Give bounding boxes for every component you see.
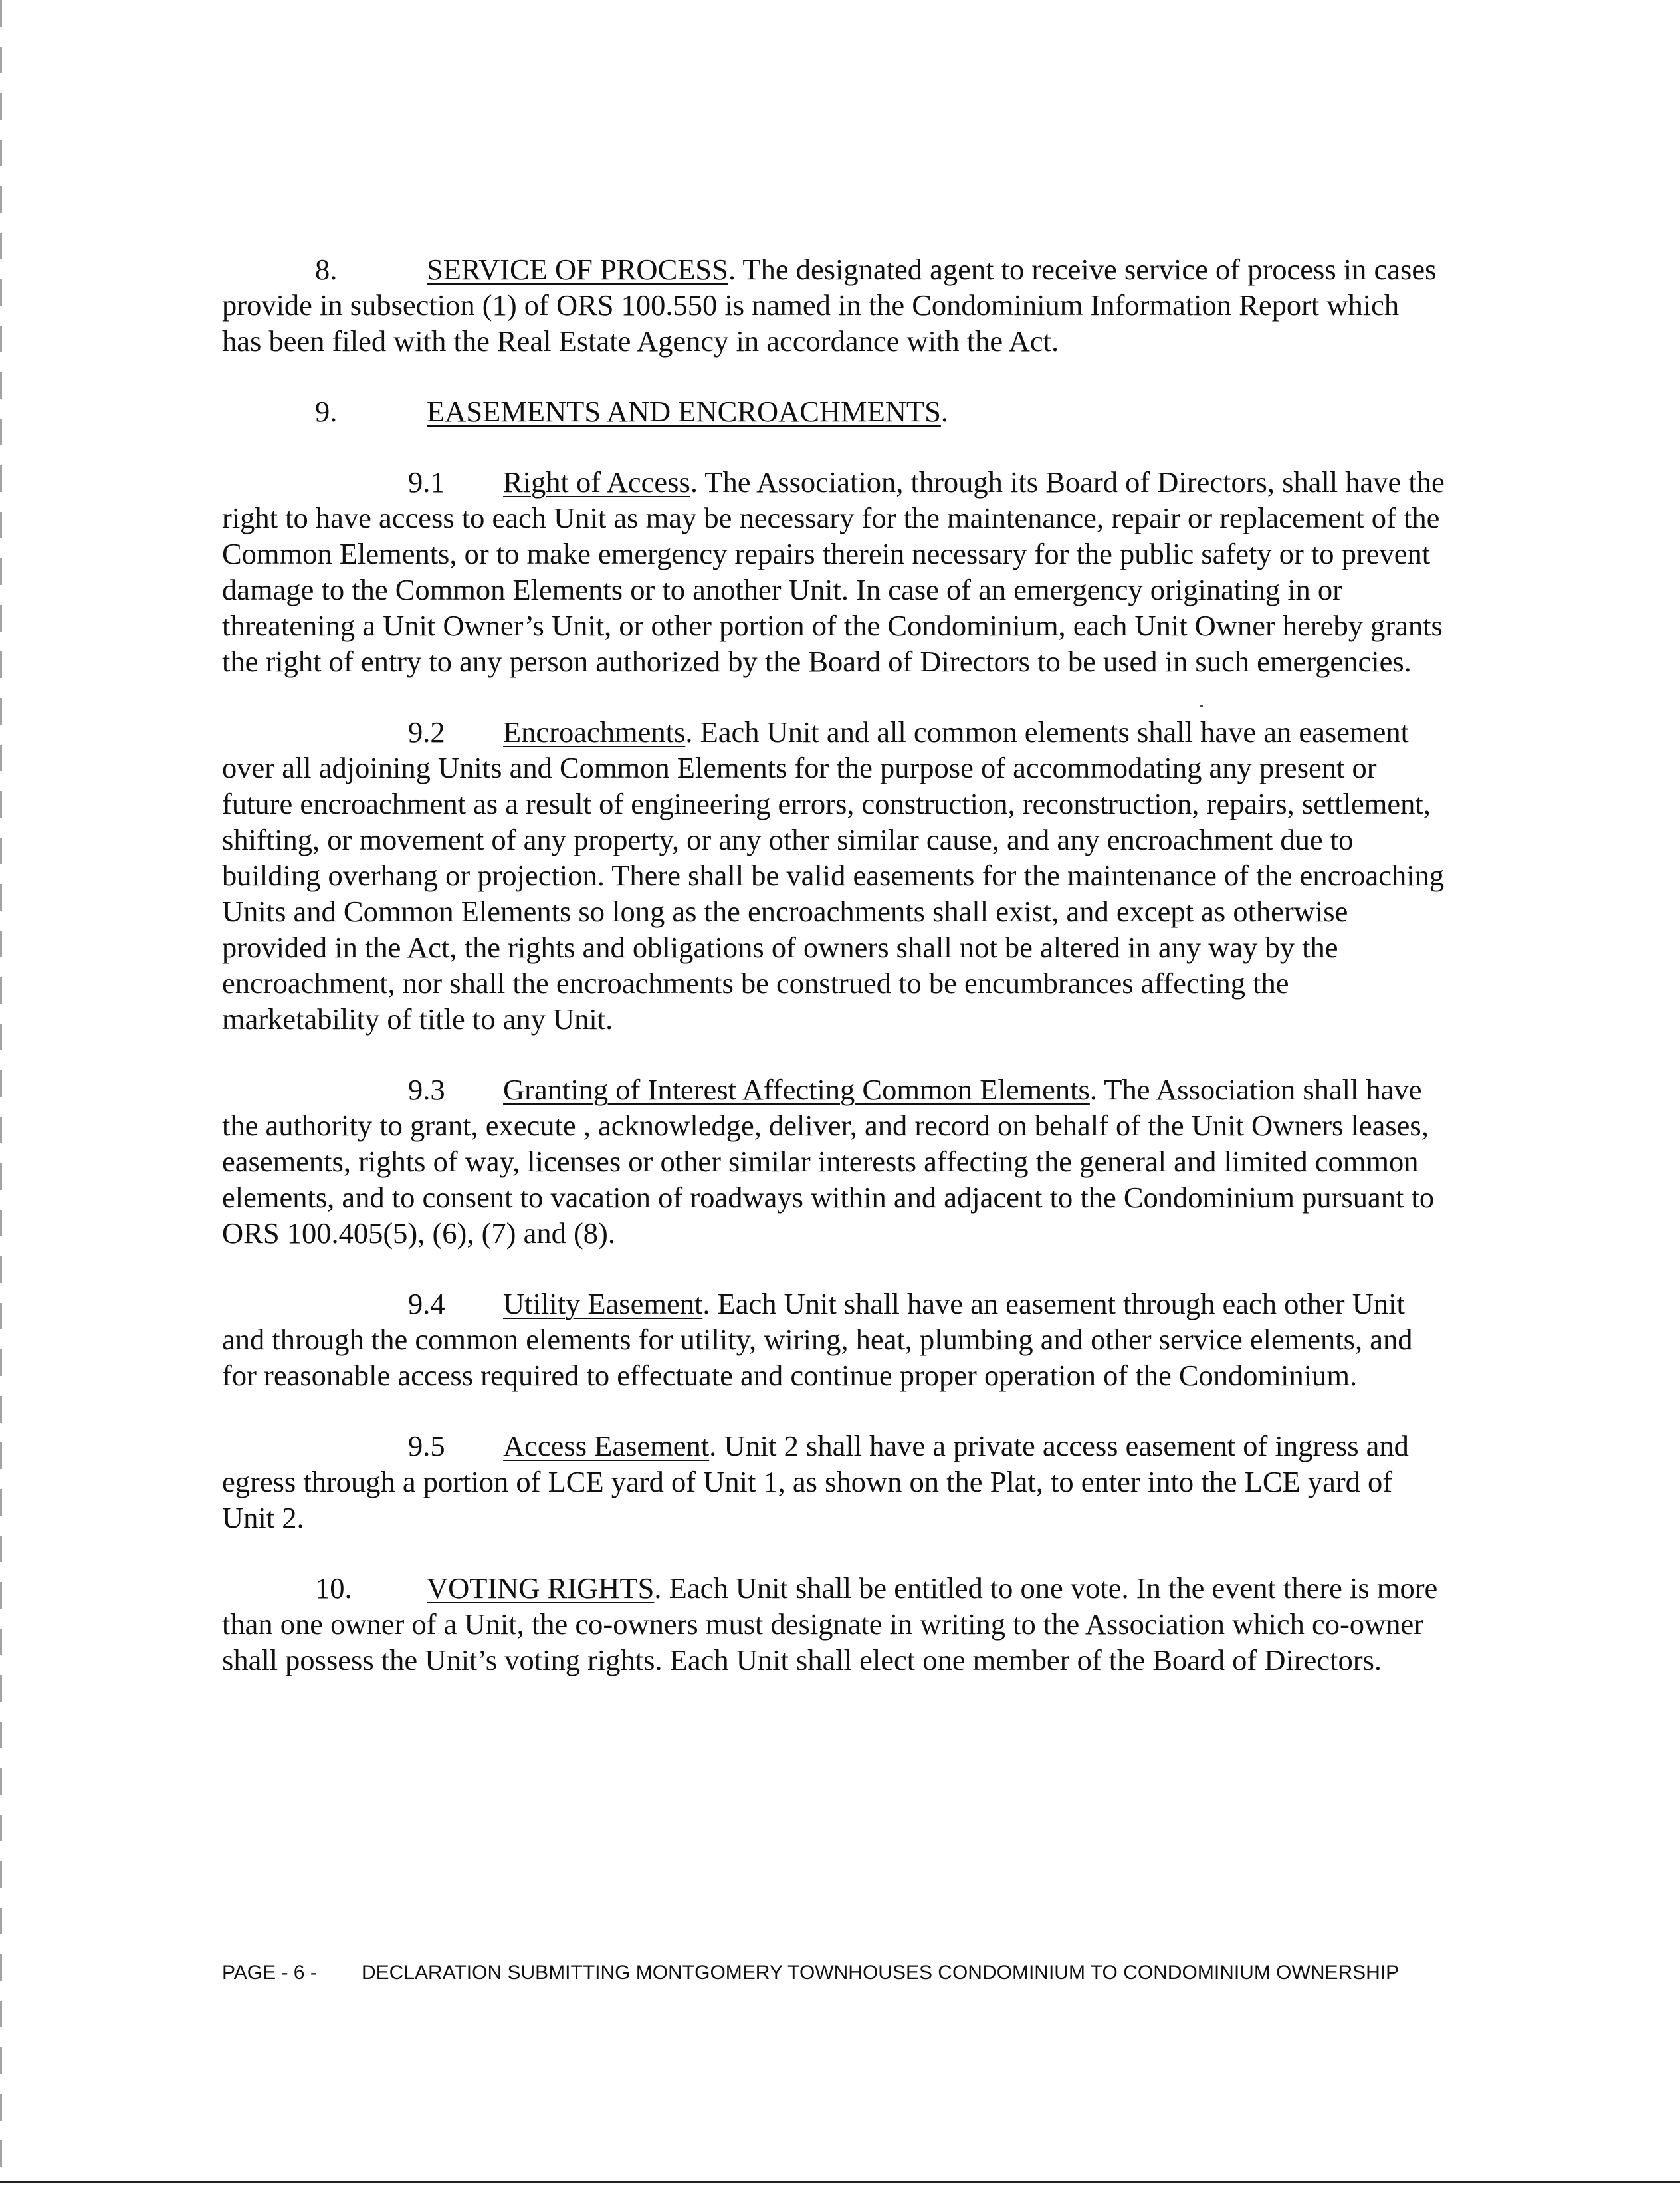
section-number: 10. bbox=[315, 1571, 352, 1605]
document-body bbox=[222, 251, 1445, 1678]
section-heading-period: . bbox=[940, 395, 948, 428]
subsection-heading: Encroachments bbox=[503, 715, 686, 748]
section-9-1 bbox=[222, 464, 1445, 679]
section-number: 9. bbox=[315, 395, 338, 428]
section-body: . The designated agent to receive service of process in cases provide in subsection (1) of ORS 100.550 is named in the Condominium Information Report which has been filed with the Real Estate Agency in accordance with the Act. bbox=[222, 253, 1437, 358]
subsection-heading: Granting of Interest Affecting Common Elements bbox=[503, 1073, 1090, 1106]
section-heading: SERVICE OF PROCESS bbox=[427, 253, 728, 286]
subsection-body: . Each Unit shall have an easement through each other Unit and through the common elements for utility, wiring, heat, plumbing and other service elements, and for reasonable access required to effectuate and continue proper operation of the Condominium. bbox=[222, 1287, 1413, 1392]
subsection-body: . The Association shall have the authority to grant, execute , acknowledge, deliver, and record on behalf of the Unit Owners leases, easements, rights of way, licenses or other similar interests affecting the general and limited common elements, and to consent to vacation of roadways within and adjacent to the Condominium pursuant to ORS 100.405(5), (6), (7) and (8). bbox=[222, 1073, 1435, 1250]
page-edge-left bbox=[0, 0, 2, 2187]
section-9 bbox=[222, 394, 1445, 429]
subsection-number: 9.5 bbox=[408, 1429, 445, 1462]
page-edge-bottom bbox=[0, 2181, 1680, 2183]
subsection-body: . Each Unit and all common elements shall have an easement over all adjoining Units and Common Elements for the purpose of accommodating any present or future encroachment as a result of engineering errors, construction, reconstruction, repairs, settlement, shifting, or movement of any property, or any other similar cause, and any encroachment due to building overhang or projection. There shall be valid easements for the maintenance of the encroaching Units and Common Elements so long as the encroachments shall exist, and except as otherwise provided in the Act, the rights and obligations of owners shall not be altered in any way by the encroachment, nor shall the encroachments be construed to be encumbrances affecting the marketability of title to any Unit. bbox=[222, 715, 1445, 1036]
subsection-number: 9.4 bbox=[408, 1287, 445, 1320]
section-10 bbox=[222, 1570, 1445, 1678]
subsection-heading: Access Easement bbox=[503, 1429, 710, 1462]
section-body: . Each Unit shall be entitled to one vote. In the event there is more than one owner of a Unit, the co-owners must designate in writing to the Association which co-owner shall possess the Unit’s voting rights. Each Unit shall elect one member of the Board of Directors. bbox=[222, 1571, 1438, 1676]
subsection-number: 9.2 bbox=[408, 715, 445, 748]
section-9-4 bbox=[222, 1286, 1445, 1393]
subsection-heading: Right of Access bbox=[503, 465, 690, 499]
subsection-number: 9.3 bbox=[408, 1073, 445, 1106]
page-number-label: PAGE - 6 - bbox=[222, 1962, 317, 1984]
section-heading: VOTING RIGHTS bbox=[427, 1571, 655, 1605]
footer-document-title: DECLARATION SUBMITTING MONTGOMERY TOWNHOUSES CONDOMINIUM TO CONDOMINIUM OWNERSHIP bbox=[362, 1962, 1400, 1984]
section-number: 8. bbox=[315, 253, 338, 286]
section-9-5 bbox=[222, 1428, 1445, 1536]
section-9-3 bbox=[222, 1072, 1445, 1251]
subsection-heading: Utility Easement bbox=[503, 1287, 703, 1320]
section-8 bbox=[222, 251, 1445, 359]
section-9-2 bbox=[222, 714, 1445, 1037]
section-heading: EASEMENTS AND ENCROACHMENTS bbox=[427, 395, 941, 428]
subsection-number: 9.1 bbox=[408, 465, 445, 499]
subsection-body: . Unit 2 shall have a private access easement of ingress and egress through a portion of LCE yard of Unit 1, as shown on the Plat, to enter into the LCE yard of Unit 2. bbox=[222, 1429, 1409, 1534]
subsection-body: . The Association, through its Board of Directors, shall have the right to have access to each Unit as may be necessary for the maintenance, repair or replacement of the Common Elements, or to make emergency repairs therein necessary for the public safety or to prevent damage to the Common Elements or to another Unit. In case of an emergency originating in or threatening a Unit Owner’s Unit, or other portion of the Condominium, each Unit Owner hereby grants the right of entry to any person authorized by the Board of Directors to be used in such emergencies. bbox=[222, 465, 1445, 678]
page-footer bbox=[222, 1960, 1451, 1986]
